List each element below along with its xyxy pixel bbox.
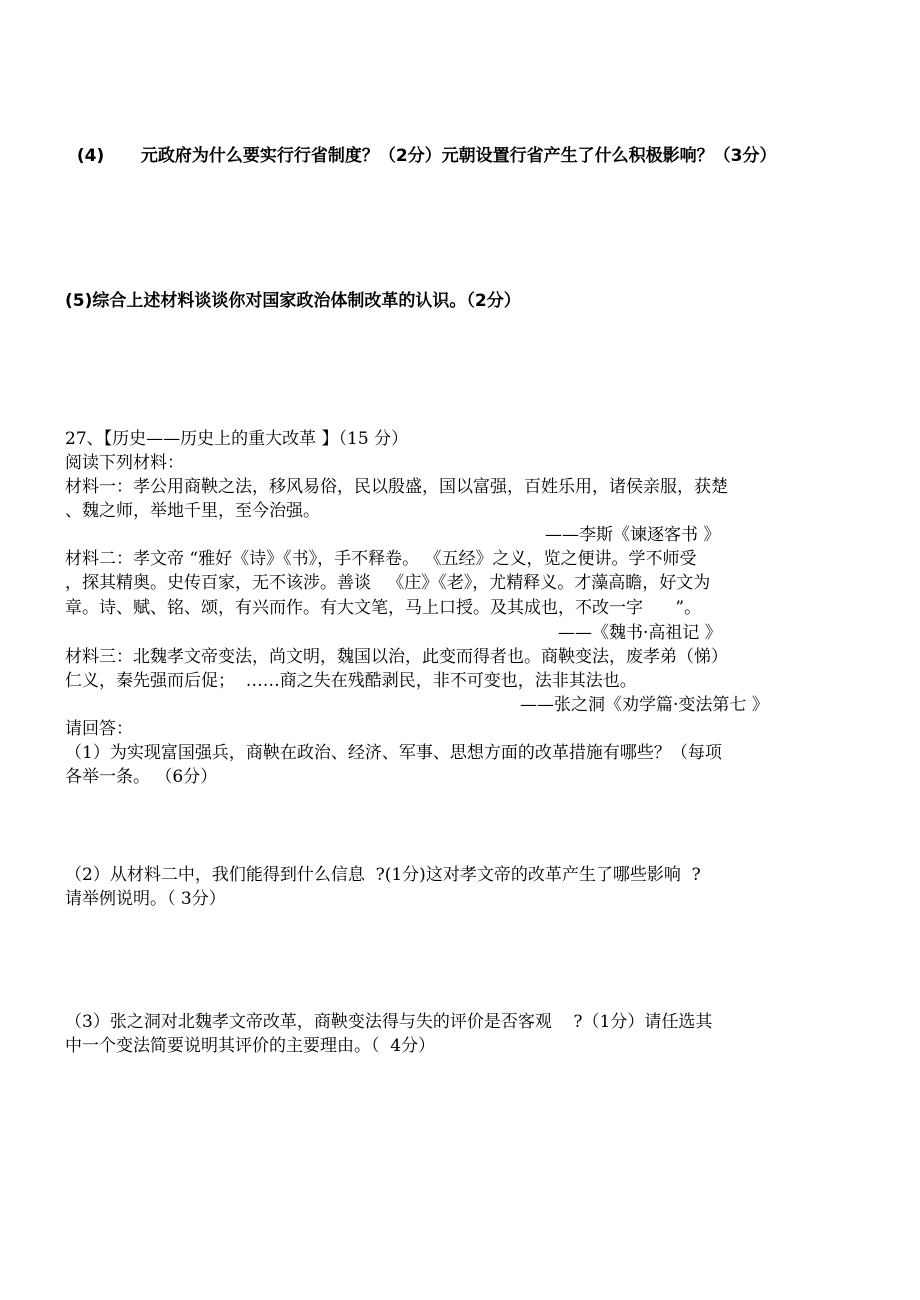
sub-question-2-line-2: 请举例说明。（ 3分）: [65, 889, 226, 909]
question-5: (5)综合上述材料谈谈你对国家政治体制改革的认识。（2分）: [65, 291, 521, 311]
answer-prompt: 请回答：: [65, 719, 133, 739]
question-27-header: 27、【历史——历史上的重大改革 】（15 分）: [65, 429, 409, 449]
question-4: [65, 123, 777, 167]
material-1-source: ——李斯《谏逐客书 》: [545, 525, 721, 545]
sub-question-2-line-1: （2）从材料二中，我们能得到什么信息 ?(1分)这对孝文帝的改革产生了哪些影响 ?: [65, 865, 701, 885]
material-2-source: ——《魏书·高祖记 》: [558, 623, 722, 643]
material-2-line-2: ，探其精奥。史传百家，无不该涉。善谈 《庄》《老》，尤精释义。才藻高瞻，好文为: [65, 573, 711, 593]
material-1-line-1: 材料一：孝公用商鞅之法，移风易俗，民以殷盛，国以富强，百姓乐用，诸侯亲服，获楚: [65, 477, 728, 497]
material-3-line-1: 材料三：北魏孝文帝变法，尚文明，魏国以治，此变而得者也。商鞅变法，废孝弟（悌）: [65, 647, 728, 667]
question-4-text: 元政府为什么要实行行省制度？（2分）元朝设置行省产生了什么积极影响？（3分）: [140, 146, 777, 166]
instruction: 阅读下列材料：: [65, 453, 184, 473]
sub-question-1-line-1: （1）为实现富国强兵，商鞅在政治、经济、军事、思想方面的改革措施有哪些？（每项: [65, 743, 722, 763]
sub-question-3-line-1: （3）张之洞对北魏孝文帝改革，商鞅变法得与失的评价是否客观 ?（1分）请任选其: [65, 1012, 713, 1032]
material-2-line-3: 章。诗、赋、铭、颂，有兴而作。有大文笔，马上口授。及其成也，不改一字 ”。: [65, 598, 702, 618]
material-1-line-2: 、魏之师，举地千里，至今治强。: [65, 501, 320, 521]
material-2-line-1: 材料二：孝文帝 “雅好《诗》《书》，手不释卷。 《五经》之义，览之便讲。学不师受: [65, 549, 697, 569]
material-3-line-2: 仁义，秦先强而后促； ……商之失在残酷剥民，非不可变也，法非其法也。: [65, 671, 637, 691]
question-4-number: (4): [76, 146, 105, 166]
sub-question-3-line-2: 中一个变法简要说明其评价的主要理由。（ 4分）: [65, 1036, 436, 1056]
sub-question-1-line-2: 各举一条。 （6分）: [65, 767, 218, 787]
material-3-source: ——张之洞《劝学篇·变法第七 》: [520, 695, 769, 715]
